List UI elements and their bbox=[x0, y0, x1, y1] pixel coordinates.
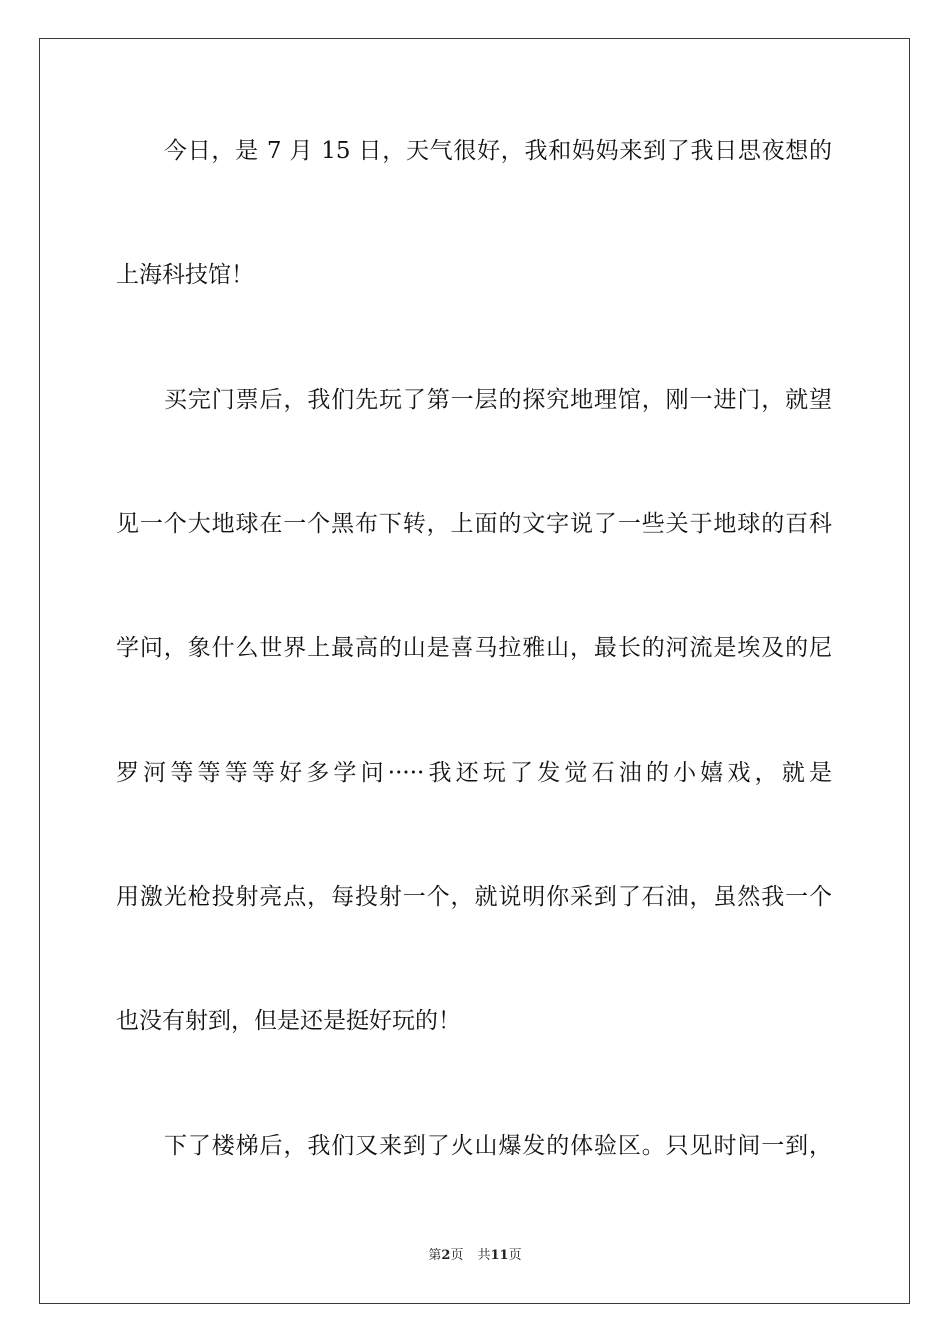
total-pages: 11 bbox=[490, 1248, 509, 1263]
paragraph-3-line-1: 下了楼梯后，我们又来到了火山爆发的体验区。只见时间一到， bbox=[164, 1133, 832, 1159]
page-border bbox=[39, 38, 910, 1304]
paragraph-2-line-3: 学问，象什么世界上最高的山是喜马拉雅山，最长的河流是埃及的尼 bbox=[116, 635, 832, 661]
paragraph-2-line-5: 用激光枪投射亮点，每投射一个，就说明你采到了石油，虽然我一个 bbox=[116, 884, 832, 910]
paragraph-2-line-2: 见一个大地球在一个黑布下转，上面的文字说了一些关于地球的百科 bbox=[116, 511, 832, 537]
paragraph-1-line-1: 今日，是 7 月 15 日，天气很好，我和妈妈来到了我日思夜想的 bbox=[164, 138, 832, 164]
total-label-suffix: 页 bbox=[508, 1248, 522, 1263]
page-label-prefix: 第 bbox=[428, 1248, 442, 1263]
paragraph-2-line-1: 买完门票后，我们先玩了第一层的探究地理馆，刚一进门，就望 bbox=[164, 387, 832, 413]
paragraph-2-line-4: 罗河等等等等好多学问·····我还玩了发觉石油的小嬉戏，就是 bbox=[116, 760, 832, 786]
page-footer bbox=[0, 1247, 950, 1265]
paragraph-1-line-2: 上海科技馆！ bbox=[116, 262, 254, 288]
page-number: 2 bbox=[441, 1248, 451, 1263]
page-label-suffix: 页 bbox=[450, 1248, 464, 1263]
total-label-prefix: 共 bbox=[477, 1248, 491, 1263]
paragraph-2-line-6: 也没有射到，但是还是挺好玩的！ bbox=[116, 1008, 461, 1034]
